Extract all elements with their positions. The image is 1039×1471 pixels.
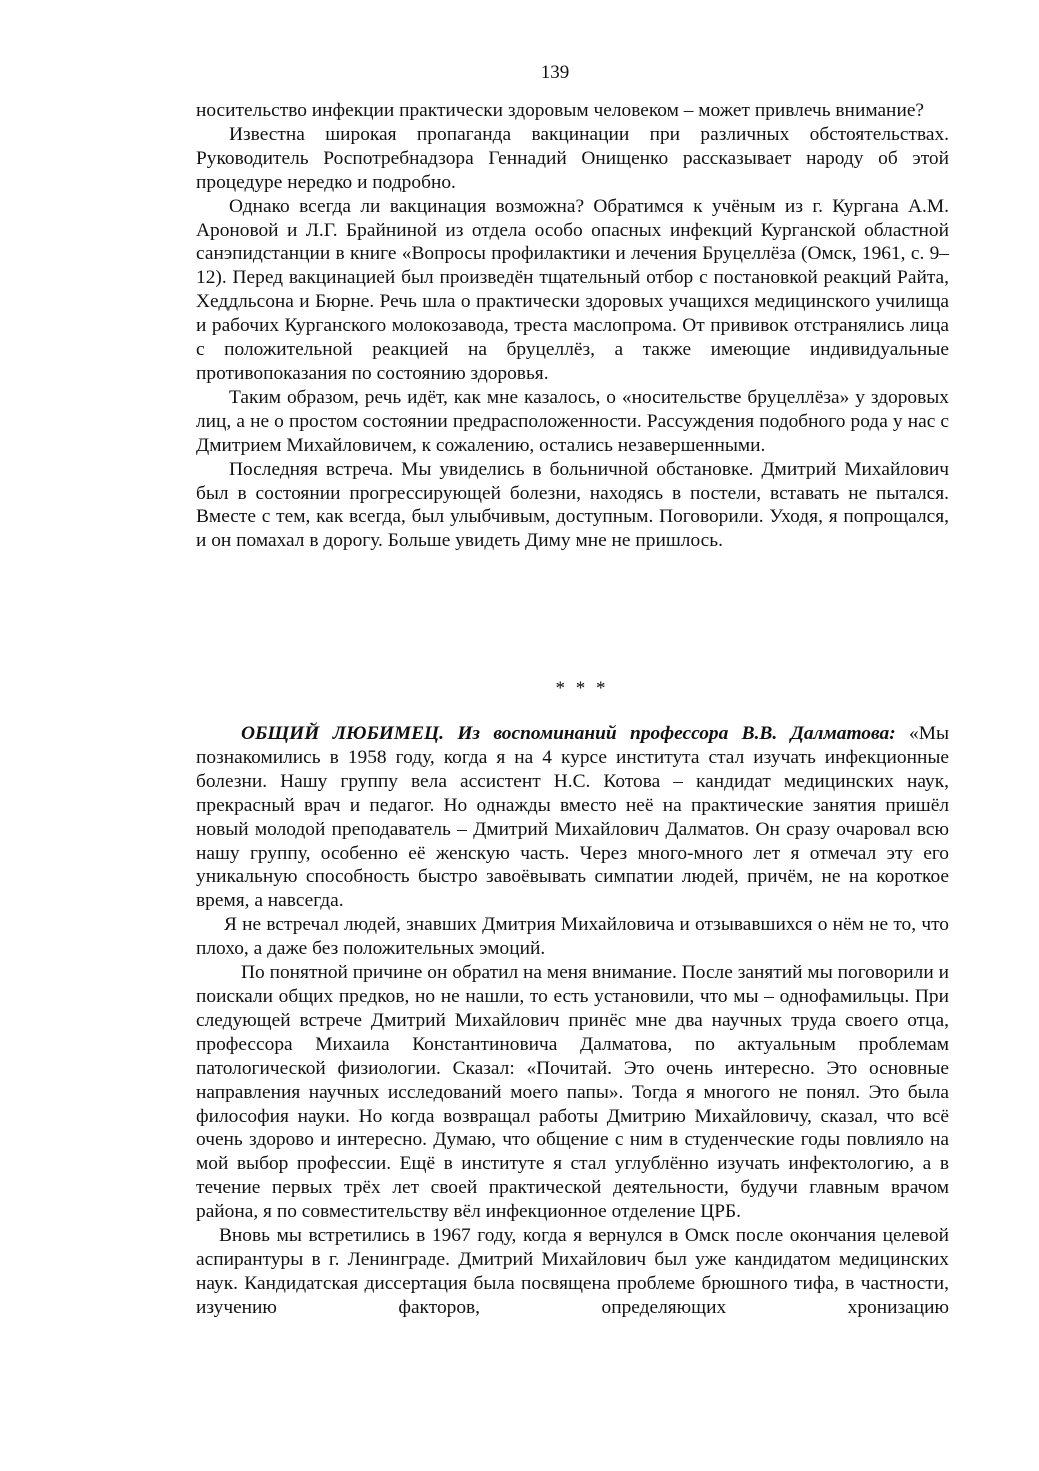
text-block-top	[196, 99, 949, 553]
section-heading: ОБЩИЙ ЛЮБИМЕЦ. Из воспоминаний профессора В.В. Далматова:	[241, 723, 896, 744]
paragraph: Таким образом, речь идёт, как мне казалось, о «носительстве бруцеллёза» у здоровых лиц, а не о простом состоянии предрасположенности. Рассуждения подобного рода у нас с Дмитрием Михайловичем, к сожалению, остались незавершенными.	[196, 386, 949, 456]
paragraph-text: «Мы познакомились в 1958 году, когда я на 4 курсе института стал изучать инфекционные болезни. Нашу группу вела ассистент Н.С. Котова – кандидат медицинских наук, прекрасный врач и педагог. Но однажды вместо неё на практические занятия пришёл новый молодой преподаватель – Дмитрий Михайлович Далматов. Он сразу очаровал всю нашу группу, особенно её женскую часть. Через много-много лет я отмечал эту его уникальную способность быстро завоёвывать симпатии людей, причём, не на короткое время, а навсегда.	[196, 723, 950, 912]
paragraph: Вновь мы встретились в 1967 году, когда я вернулся в Омск после окончания целевой аспирантуры в г. Ленинграде. Дмитрий Михайлович был уже кандидатом медицинских наук. Кандидатская диссертация была посвящена проблеме брюшного тифа, в частности, изучению факторов, определяющих хронизацию	[196, 1225, 949, 1318]
page-number: 139	[540, 62, 570, 83]
paragraph: Известна широкая пропаганда вакцинации при различных обстоятельствах. Руководитель Роспотребнадзора Геннадий Онищенко рассказывает народу об этой процедуре нередко и подробно.	[196, 123, 949, 193]
paragraph: Я не встречал людей, знавших Дмитрия Михайловича и отзывавшихся о нём не то, что плохо, а даже без положительных эмоций.	[196, 914, 949, 960]
paragraph: Однако всегда ли вакцинация возможна? Обратимся к учёным из г. Кургана А.М. Ароновой и Л.Г. Брайниной из отдела особо опасных инфекций Курганской областной санэпидстанции в книге «Вопросы профилактики и лечения Бруцеллёза (Омск, 1961, с. 9–12). Перед вакцинацией был произведён тщательный отбор с постановкой реакций Райта, Хеддльсона и Бюрне. Речь шла о практически здоровых учащихся медицинского училища и рабочих Курганского молокозавода, треста маслопрома. От прививок отстранялись лица с положительной реакцией на бруцеллёз, а также имеющие индивидуальные противопоказания по состоянию здоровья.	[196, 195, 949, 384]
paragraph: Последняя встреча. Мы увиделись в больничной обстановке. Дмитрий Михайлович был в состоянии прогрессирующей болезни, находясь в постели, вставать не пытался. Вместе с тем, как всегда, был улыбчивым, доступным. Поговорили. Уходя, я попрощался, и он помахал в дорогу. Больше увидеть Диму мне не пришлось.	[196, 458, 949, 552]
paragraph: носительство инфекции практически здоровым человеком – может привлечь внимание?	[196, 100, 925, 121]
section-intro-paragraph	[196, 722, 949, 913]
text-block-section	[196, 722, 949, 1320]
paragraph: По понятной причине он обратил на меня внимание. После занятий мы поговорили и поискали общих предков, но не нашли, то есть установили, что мы – однофамильцы. При следующей встрече Дмитрий Михайлович принёс мне два научных труда своего отца, профессора Михаила Константиновича Далматова, по актуальным проблемам патологической физиологии. Сказал: «Почитай. Это очень интересно. Это основные направления научных исследований моего папы». Тогда я многого не понял. Это была философия науки. Но когда возвращал работы Дмитрию Михайловичу, сказал, что всё очень здорово и интересно. Думаю, что общение с ним в студенческие годы повлияло на мой выбор профессии. Ещё в институте я стал углублённо изучать инфектологию, а в течение первых трёх лет своей практической деятельности, будучи главным врачом района, я по совместительству вёл инфекционное отделение ЦРБ.	[196, 962, 949, 1223]
section-separator: * * *	[555, 678, 609, 699]
